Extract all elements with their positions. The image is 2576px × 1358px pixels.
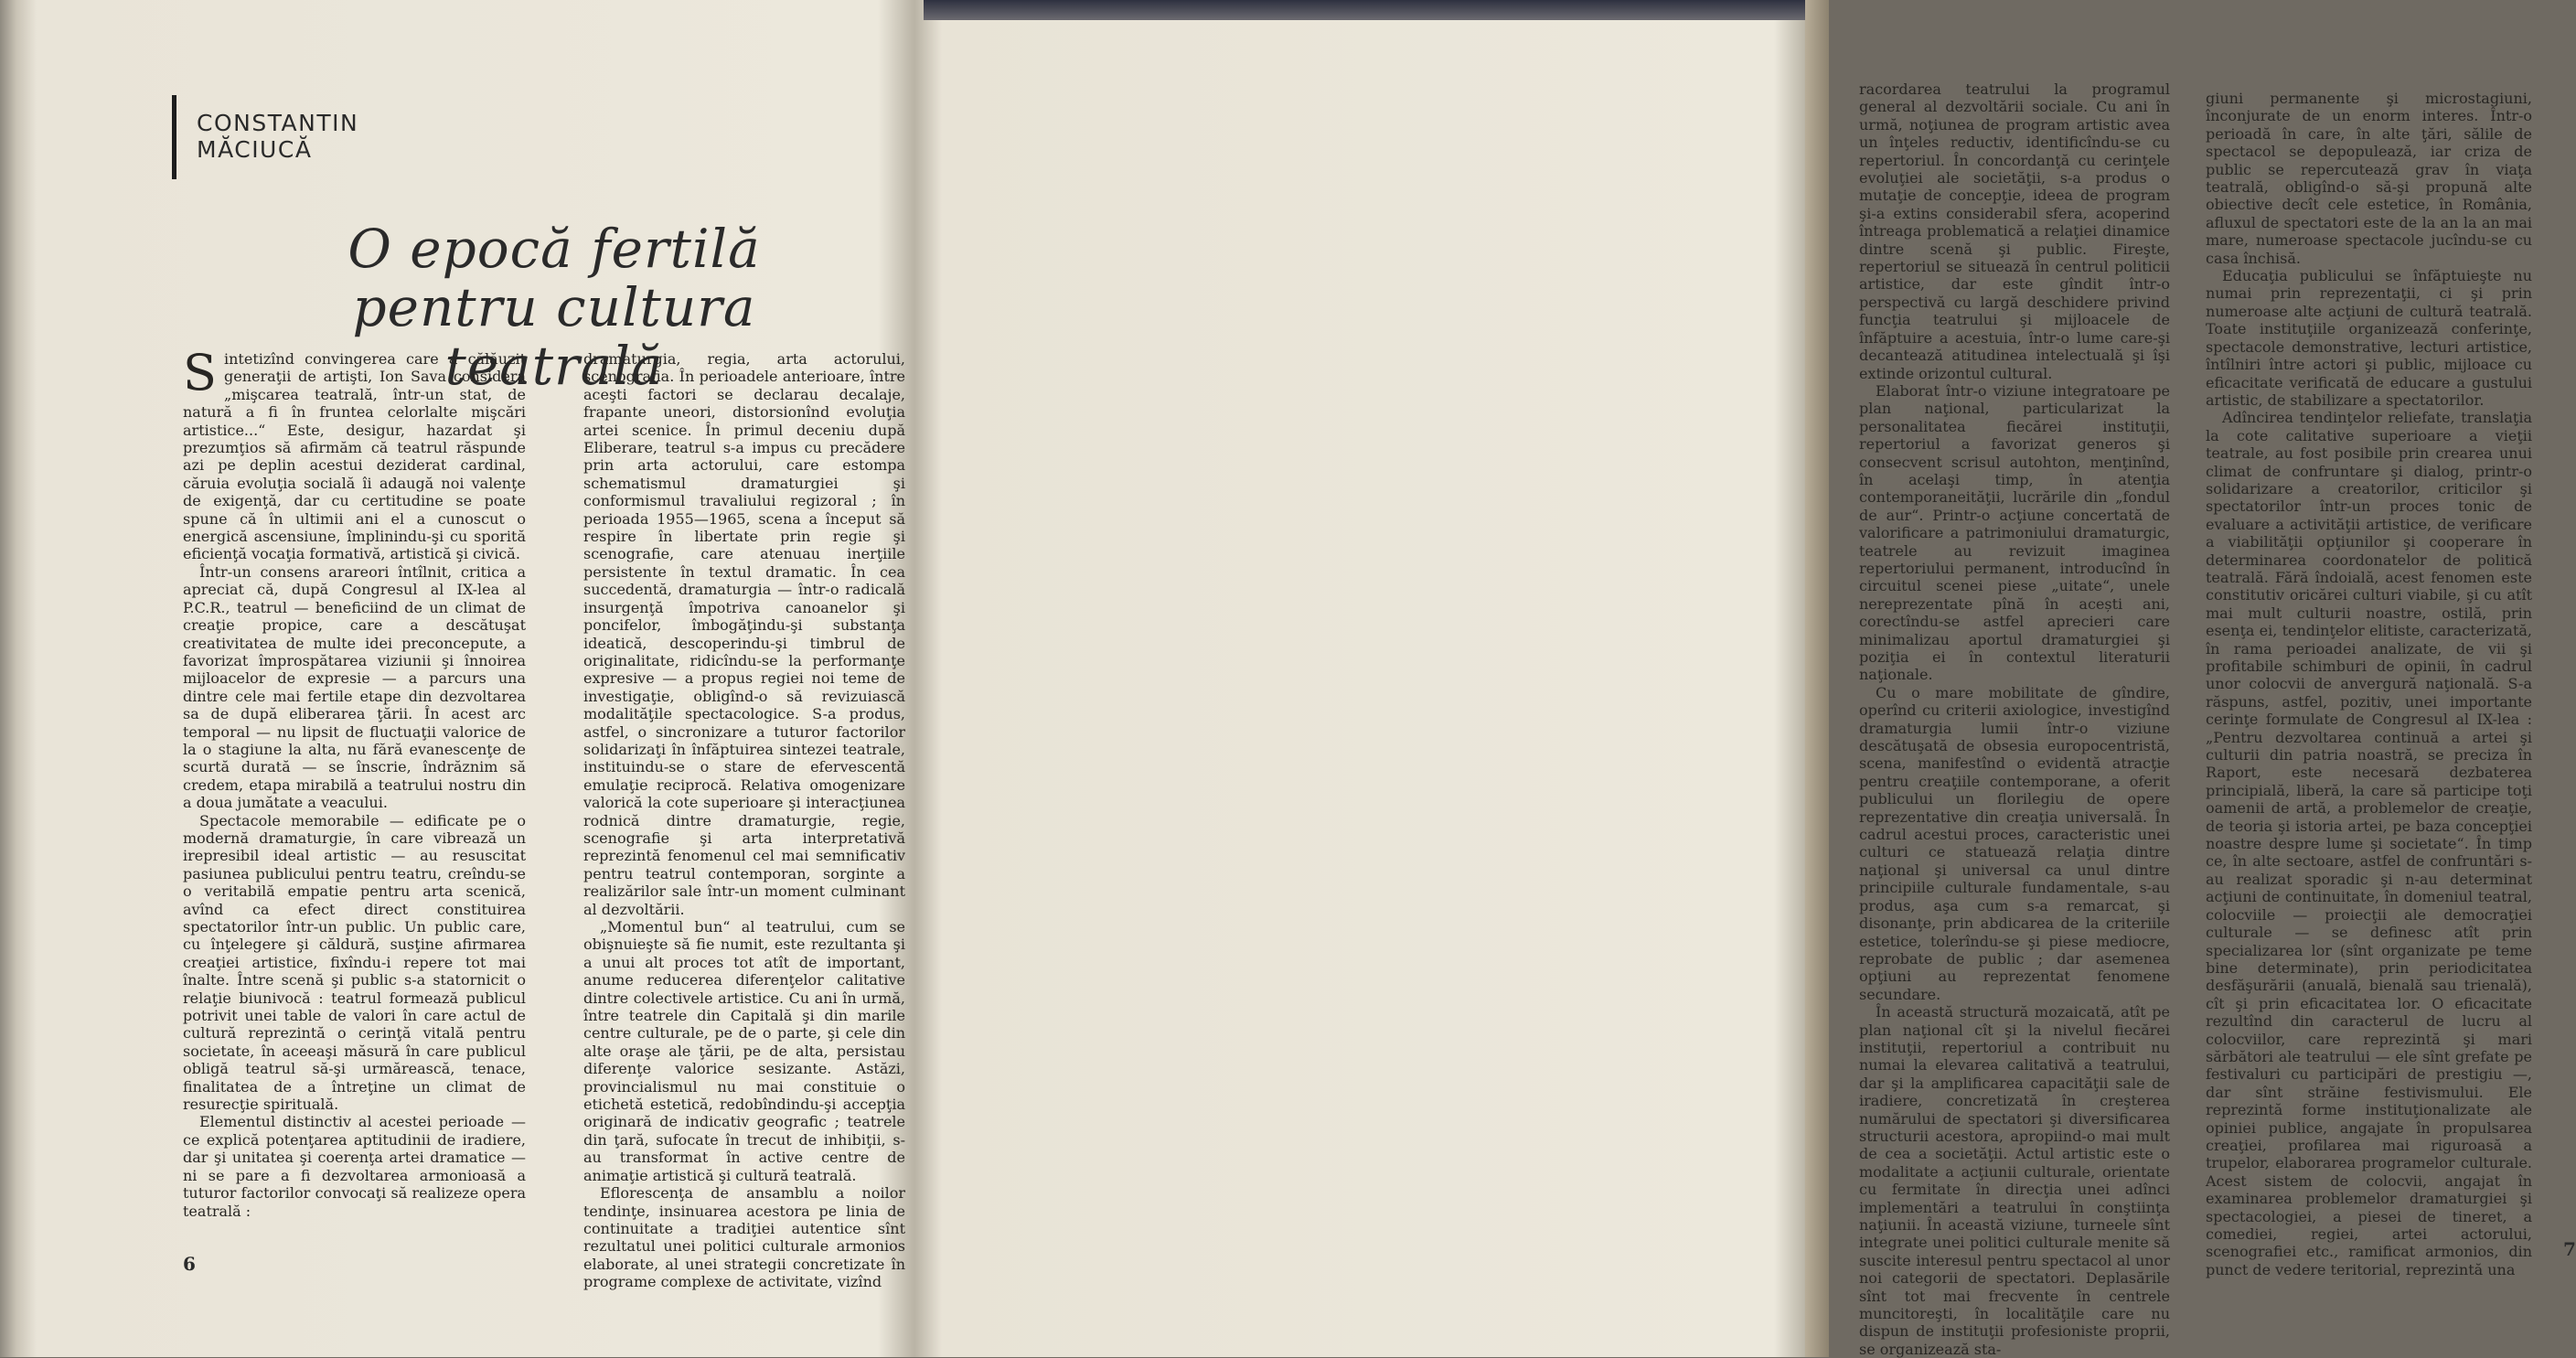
paragraph: giuni permanente şi microstagiuni, înconjurate de un enorm interes. Într-o perioadă în care, în alte ţări, sălile de spectacol se depopulează, iar criza de public se repercutează grav în viaţa teatrală, obligînd-o să-şi propună alte obiective decît cele estetice, în România, afluxul de spectatori este de la an la an mai mare, numeroase spectacole jucîndu-se cu casa închisă. (2206, 90, 2532, 267)
right-column-2 (2206, 90, 2532, 1278)
left-column-2 (583, 350, 905, 1291)
paragraph: Sintetizînd convingerea care a călăuzit generaţii de artişti, Ion Sava considera „mişcarea teatrală, într-un stat, de natură a fi în fruntea celorlalte mişcări artistice...“ Este, desigur, hazardat şi prezumţios să afirmăm că teatrul răspunde azi pe deplin acestui deziderat cardinal, căruia evoluţia socială îi adaugă noi valenţe de exigenţă, dar cu certitudine se poate spune că în ultimii ani el a cunoscut o energică ascensiune, împlinindu-şi cu sporită eficienţă vocaţia formativă, artistică şi civică. (183, 344, 526, 563)
author-byline (172, 95, 581, 179)
page-number-left: 6 (183, 1253, 196, 1275)
page-number-right: 7 (2563, 1238, 2576, 1260)
paragraph: Într-un consens arareori întîlnit, critica a apreciat că, după Congresul al IX-lea al P.C.R., teatrul — beneficiind de un climat de creaţie propice, care a descătuşat creativitatea de multe idei preconcepute, a favorizat împrospătarea viziunii şi înnoirea mijloacelor de expresie — a parcurs una dintre cele mai fertile etape din dezvoltarea sa de după eliberarea ţării. În acest arc temporal — nu lipsit de fluctuaţii valorice de la o stagiune la alta, nu fără evanescenţe de scurtă durată — se înscrie, îndrăznim să credem, etapa mirabilă a teatrului nostru din a doua jumătate a veacului. (183, 562, 526, 812)
paragraph: dramaturgia, regia, arta actorului, scenografia. În perioadele anterioare, între aceşti factori se declarau decalaje, frapante uneori, distorsionînd evoluţia artei scenice. În primul deceniu după Eliberare, teatrul s-a impus cu precădere prin arta actorului, care estompa schematismul dramaturgiei şi conformismul travaliului regizoral ; în perioada 1955—1965, scena a început să respire în libertate prin regie şi scenografie, care atenuau inerţiile persistente în textul dramatic. În cea succedentă, dramaturgia — într-o radicală insurgenţă împotriva canoanelor şi poncifelor, îmbogăţindu-şi substanţa ideatică, descoperindu-şi timbrul de originalitate, ridicîndu-se la performanţe expresive — a propus regiei noi teme de investigaţie, obligînd-o să revizuiască modalităţile spectacologice. S-a produs, astfel, o sincronizare a tuturor factorilor solidarizaţi în înfăptuirea sintezei teatrale, instituindu-se o stare de efervescentă emulaţie reciprocă. Relativa omogenizare valorică la cote superioare şi interacţiunea rodnică dintre dramaturgie, regie, scenografie şi arta interpretativă reprezintă fenomenul cel mai semnificativ pentru teatrul contemporan, sorginte a realizărilor sale într-un moment culminant al dezvoltării. (583, 350, 905, 918)
paragraph: „Momentul bun“ al teatrului, cum se obişnuieşte să fie numit, este rezultanta şi a unui alt proces tot atît de important, anume reducerea diferenţelor calitative dintre colectivele artistice. Cu ani în urmă, între teatrele din Capitală şi din marile centre culturale, pe de o parte, şi cele din alte oraşe ale ţării, pe de alta, persistau diferenţe valorice sesizante. Astăzi, provincialismul nu mai constituie o etichetă estetică, redobîndindu-şi accepţia originară de indicativ geografic ; teatrele din ţară, sufocate în trecut de inhibiţii, s-au transformat în active centre de animaţie artistică şi cultură teatrală. (583, 918, 905, 1184)
author-last-name: MĂCIUCĂ (197, 136, 313, 163)
paragraph: Elaborat într-o viziune integratoare pe plan naţional, particularizat la personalitatea fiecărei instituţii, repertoriul a favorizat generos şi consecvent scrisul autohton, menţinînd, în acelaşi timp, în atenţia contemporaneităţii, lucrările din „fondul de aur“. Printr-o acţiune concertată de valorificare a patrimoniului dramaturgic, teatrele au revizuit imaginea repertoriului permanent, introducînd în circuitul scenei piese „uitate“, unele nereprezentate pînă în acești ani, corectîndu-se astfel aprecieri care minimalizau aportul dramaturgiei şi poziţia ei în contextul literaturii naţionale. (1859, 381, 2170, 684)
left-page (0, 0, 914, 1357)
paragraph: racordarea teatrului la programul general al dezvoltării sociale. Cu ani în urmă, noţiunea de program artistic avea un înţeles reductiv, identificîndu-se cu repertoriul. În concordanţă cu cerinţele evoluţiei ale societăţii, s-a produs o mutaţie de concepţie, ideea de program şi-a extins considerabil sfera, acoperind întreaga problematică a relaţiei dinamice dintre scenă şi public. Fireşte, repertoriul se situează în centrul politicii artistice, dar este gîndit într-o perspectivă cu largă deschidere privind funcţia teatrului şi mijloacele de înfăptuire a acestuia, într-o lume care-şi decantează atitudinea intelectuală şi îşi extinde orizontul cultural. (1859, 80, 2170, 382)
paragraph: Eflorescenţa de ansamblu a noilor tendinţe, insinuarea acestora pe linia de continuitate a tradiţiei autentice sînt rezultatul unei politici culturale armonios elaborate, al unei strategii concretizate în programe complexe de activitate, vizînd (583, 1184, 905, 1291)
drop-cap: S (183, 344, 217, 401)
right-column-1 (1859, 80, 2170, 1358)
left-column-1 (183, 344, 526, 1220)
paragraph: Spectacole memorabile — edificate pe o modernă dramaturgie, în care vibrează un irepresibil ideal artistic — au resuscitat pasiunea publicului pentru teatru, creîndu-se o veritabilă empatie pentru arta scenică, avînd ca efect direct constituirea spectatorilor într-un public. Un public care, cu înţelegere şi căldură, susţine afirmarea creaţiei artistice, fixîndu-i repere tot mai înalte. Între scenă şi public s-a statornicit o relaţie biunivocă : teatrul formează publicul potrivit unei table de valori în care actul de cultură reprezintă o cerinţă vitală pentru societate, în aceeaşi măsură în care publicul obligă teatrul să-şi urmărească, tenace, finalitatea de a întreţine un climat de resurecţie spirituală. (183, 811, 526, 1114)
article-title-line2: pentru cultura teatrală (352, 276, 756, 397)
paragraph: În această structură mozaicată, atît pe plan naţional cît şi la nivelul fiecărei instituţii, repertoriul a contribuit nu numai la elevarea calitativă a teatrului, dar şi la amplificarea capacităţii sale de iradiere, concretizată în creşterea numărului de spectatori şi diversificarea structurii acestora, apropiind-o mai mult de cea a societăţii. Actul artistic este o modalitate a acţiunii culturale, orientate cu fermitate în direcţia unei adînci implementări a teatrului în conştiinţa naţiunii. În această viziune, turneele sînt integrate unei politici culturale menite să suscite interesul pentru spectacol al unor noi categorii de spectatori. Deplasările sînt tot mai frecvente în centrele muncitoreşti, în localităţile care nu dispun de instituţii profesioniste proprii, se organizează sta- (1859, 1003, 2170, 1358)
paragraph: Elementul distinctiv al acestei perioade — ce explică potenţarea aptitudinii de iradiere, dar şi unitatea şi coerenţa artei dramatice — ni se pare a fi dezvoltarea armonioasă a tuturor factorilor convocaţi să realizeze opera teatrală : (183, 1113, 526, 1220)
book-cover-right-edge (1805, 0, 1829, 1357)
article-title-line1: O epocă fertilă (347, 218, 761, 280)
paragraph: Adîncirea tendinţelor reliefate, translaţia la cote calitative superioare a vieţii teatrale, au fost posibile prin crearea unui climat de confruntare şi dialog, printr-o solidarizare a creatorilor, criticilor şi spectatorilor într-un proces tonic de evaluare a activităţii artistice, de verificare a viabilităţii opţiunilor şi cooperare în determinarea coordonatelor de politică teatrală. Fără îndoială, acest fenomen este constitutiv oricărei culturi viabile, şi cu atît mai mult culturii noastre, ostilă, prin esenţa ei, tendinţelor elitiste, caracterizată, în rama perioadei analizate, de vii şi profitabile schimburi de opinii, în cadrul unor colocvii de anvergură naţională. S-a răspuns, astfel, pozitiv, unei importante cerinţe formulate de Congresul al IX-lea : „Pentru dezvoltarea continuă a artei şi culturii din patria noastră, se preciza în Raport, este necesară dezbaterea principială, liberă, la care să participe toţi oamenii de artă, a problemelor de creaţie, de teoria şi istoria artei, pe baza concepţiei noastre despre lume şi societate“. În timp ce, în alte sectoare, astfel de confruntări s-au realizat sporadic şi n-au determinat acţiuni de continuitate, în domeniul teatral, colocviile — proiecţii ale democraţiei culturale — se definesc atît prin specializarea lor (sînt organizate pe teme bine determinate), prin periodicitatea desfăşurării (anuală, bienală sau trienală), cît şi prin eficacitatea lor. O eficacitate rezultînd din caracterul de lucru al colocviilor, care reprezintă şi mari sărbători ale teatrului — ele sînt grefate pe festivaluri cu participări de prestigiu —, dar sînt străine festivismului. Ele reprezintă forme instituţionalizate ale opiniei publice, angajate în propulsarea creaţiei, profilarea mai riguroasă a trupelor, elaborarea programelor culturale. Acest sistem de colocvii, angajat în examinarea problemelor dramaturgiei şi spectacologiei, a piesei de tineret, a comediei, regiei, artei actorului, scenografiei etc., ramificat armonios, din punct de vedere teritorial, reprezintă una (2206, 409, 2532, 1278)
author-first-name: CONSTANTIN (197, 110, 359, 136)
paragraph: Cu o mare mobilitate de gîndire, operînd cu criterii axiologice, investigînd dramaturgia lumii într-o viziune descătuşată de obsesia europocentristă, scena, manifestînd o evidentă atracţie pentru creaţiile contemporane, a oferit publicului un florilegiu de opere reprezentative din creaţia universală. În cadrul acestui proces, caracteristic unei culturi ce statuează relaţia dintre naţional şi universal ca unul dintre principiile culturale fundamentale, s-au produs, aşa cum s-a remarcat, şi disonanţe, prin abdicarea de la criteriile estetice, tolerîndu-se şi piese mediocre, reprobate de public ; dar asemenea opţiuni au reprezentat fenomene secundare. (1859, 683, 2170, 1003)
paragraph: Educaţia publicului se înfăptuieşte nu numai prin reprezentaţii, ci şi prin numeroase alte acţiuni de cultură teatrală. Toate instituţiile organizează conferinţe, spectacole demonstrative, lecturi artistice, întîlniri între actori şi public, mijloace cu eficacitate verificată de educare a gustului artistic, de stabilizare a spectatorilor. (2206, 267, 2532, 409)
right-page (919, 0, 2576, 1358)
